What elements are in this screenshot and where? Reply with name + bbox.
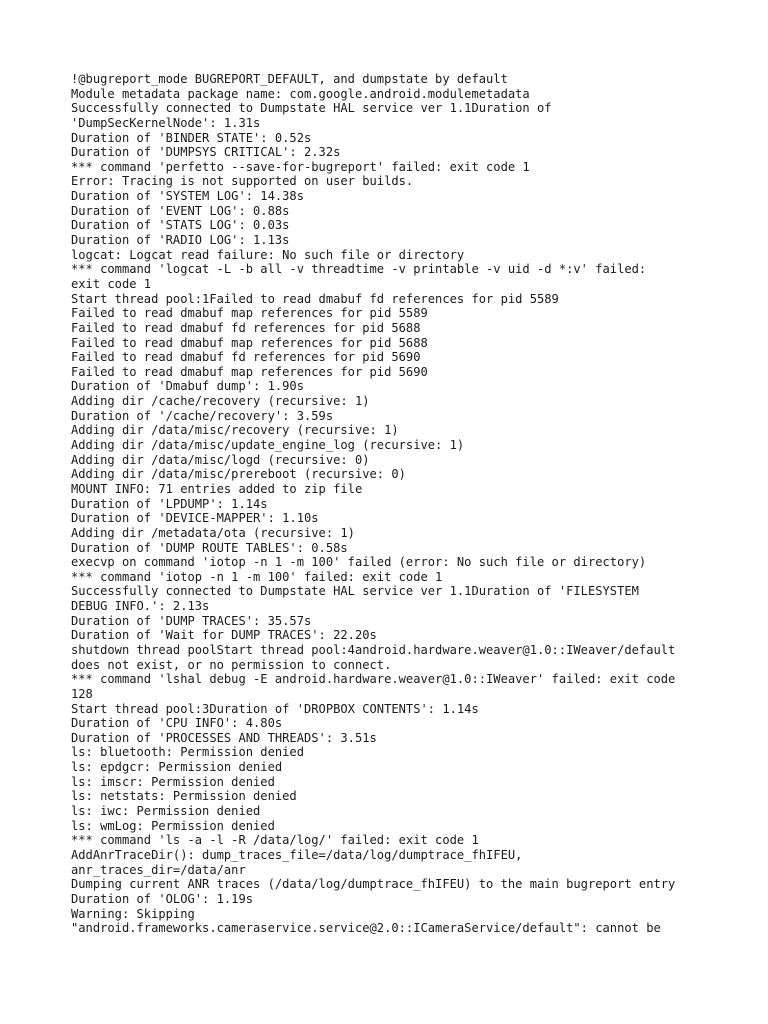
log-line: *** command 'iotop -n 1 -m 100' failed: exit code 1 xyxy=(71,569,443,584)
bugreport-log-text xyxy=(71,72,711,936)
log-line: Duration of 'CPU INFO': 4.80s xyxy=(71,716,283,731)
log-line: AddAnrTraceDir(): dump_traces_file=/data/log/dumptrace_fhIFEU, xyxy=(71,847,523,862)
log-line: Adding dir /cache/recovery (recursive: 1) xyxy=(71,394,370,409)
log-line: anr_traces_dir=/data/anr xyxy=(71,862,246,877)
log-line: !@bugreport_mode BUGREPORT_DEFAULT, and dumpstate by default xyxy=(71,72,508,86)
log-line: DEBUG INFO.': 2.13s xyxy=(71,599,210,614)
log-line: Failed to read dmabuf fd references for pid 5690 xyxy=(71,350,421,365)
log-line: Duration of 'Wait for DUMP TRACES': 22.20s xyxy=(71,628,377,643)
log-line: Failed to read dmabuf map references for pid 5688 xyxy=(71,335,428,350)
log-line: Error: Tracing is not supported on user builds. xyxy=(71,174,414,189)
log-line: Duration of 'PROCESSES AND THREADS': 3.51s xyxy=(71,730,377,745)
log-line: Duration of 'BINDER STATE': 0.52s xyxy=(71,130,312,145)
log-line: Duration of 'RADIO LOG': 1.13s xyxy=(71,233,290,248)
log-line: Failed to read dmabuf fd references for pid 5688 xyxy=(71,320,421,335)
log-line: does not exist, or no permission to connect. xyxy=(71,657,392,672)
log-line: Duration of 'DUMP ROUTE TABLES': 0.58s xyxy=(71,540,348,555)
log-line: exit code 1 xyxy=(71,276,152,291)
log-line: MOUNT INFO: 71 entries added to zip file xyxy=(71,481,363,496)
log-line: Start thread pool:3Duration of 'DROPBOX CONTENTS': 1.14s xyxy=(71,701,479,716)
log-line: execvp on command 'iotop -n 1 -m 100' failed (error: No such file or directory) xyxy=(71,555,647,570)
log-line: Failed to read dmabuf map references for pid 5589 xyxy=(71,306,428,321)
log-line: 128 xyxy=(71,686,93,701)
log-line: Successfully connected to Dumpstate HAL service ver 1.1Duration of xyxy=(71,101,552,116)
log-line: Duration of 'DEVICE-MAPPER': 1.10s xyxy=(71,511,319,526)
log-line: Failed to read dmabuf map references for pid 5690 xyxy=(71,364,428,379)
log-line: *** command 'ls -a -l -R /data/log/' failed: exit code 1 xyxy=(71,833,479,848)
log-line: Duration of 'STATS LOG': 0.03s xyxy=(71,218,290,233)
log-line: Module metadata package name: com.google.android.modulemetadata xyxy=(71,86,530,101)
log-line: ls: bluetooth: Permission denied xyxy=(71,745,304,760)
log-line: Successfully connected to Dumpstate HAL service ver 1.1Duration of 'FILESYSTEM xyxy=(71,584,639,599)
log-line: ls: epdgcr: Permission denied xyxy=(71,760,283,775)
log-line: Adding dir /data/misc/recovery (recursive: 1) xyxy=(71,423,399,438)
log-line: *** command 'perfetto --save-for-bugreport' failed: exit code 1 xyxy=(71,159,530,174)
log-line: Duration of 'Dmabuf dump': 1.90s xyxy=(71,379,304,394)
log-line: Duration of 'LPDUMP': 1.14s xyxy=(71,496,268,511)
log-line: Adding dir /data/misc/update_engine_log (recursive: 1) xyxy=(71,438,465,453)
log-line: shutdown thread poolStart thread pool:4android.hardware.weaver@1.0::IWeaver/default xyxy=(71,642,676,657)
log-line: ls: iwc: Permission denied xyxy=(71,804,261,819)
log-line: Duration of 'DUMP TRACES': 35.57s xyxy=(71,613,312,628)
log-line: Warning: Skipping xyxy=(71,906,195,921)
log-line: *** command 'lshal debug -E android.hardware.weaver@1.0::IWeaver' failed: exit code xyxy=(71,672,676,687)
log-line: Adding dir /metadata/ota (recursive: 1) xyxy=(71,525,355,540)
log-line: ls: netstats: Permission denied xyxy=(71,789,297,804)
log-line: 'DumpSecKernelNode': 1.31s xyxy=(71,115,261,130)
log-line: logcat: Logcat read failure: No such file or directory xyxy=(71,247,465,262)
log-line: Duration of 'DUMPSYS CRITICAL': 2.32s xyxy=(71,145,341,160)
log-line: Duration of '/cache/recovery': 3.59s xyxy=(71,408,334,423)
log-line: *** command 'logcat -L -b all -v threadtime -v printable -v uid -d *:v' failed: xyxy=(71,262,647,277)
log-line: Adding dir /data/misc/prereboot (recursive: 0) xyxy=(71,467,406,482)
log-line: Start thread pool:1Failed to read dmabuf fd references for pid 5589 xyxy=(71,291,559,306)
log-line: Duration of 'EVENT LOG': 0.88s xyxy=(71,203,290,218)
log-line: ls: imscr: Permission denied xyxy=(71,774,275,789)
log-line: ls: wmLog: Permission denied xyxy=(71,818,275,833)
log-line: Dumping current ANR traces (/data/log/dumptrace_fhIFEU) to the main bugreport entry xyxy=(71,877,676,892)
log-line: "android.frameworks.cameraservice.service@2.0::ICameraService/default": cannot be xyxy=(71,921,661,936)
log-line: Duration of 'OLOG': 1.19s xyxy=(71,891,254,906)
log-line: Duration of 'SYSTEM LOG': 14.38s xyxy=(71,189,304,204)
log-line: Adding dir /data/misc/logd (recursive: 0) xyxy=(71,452,370,467)
